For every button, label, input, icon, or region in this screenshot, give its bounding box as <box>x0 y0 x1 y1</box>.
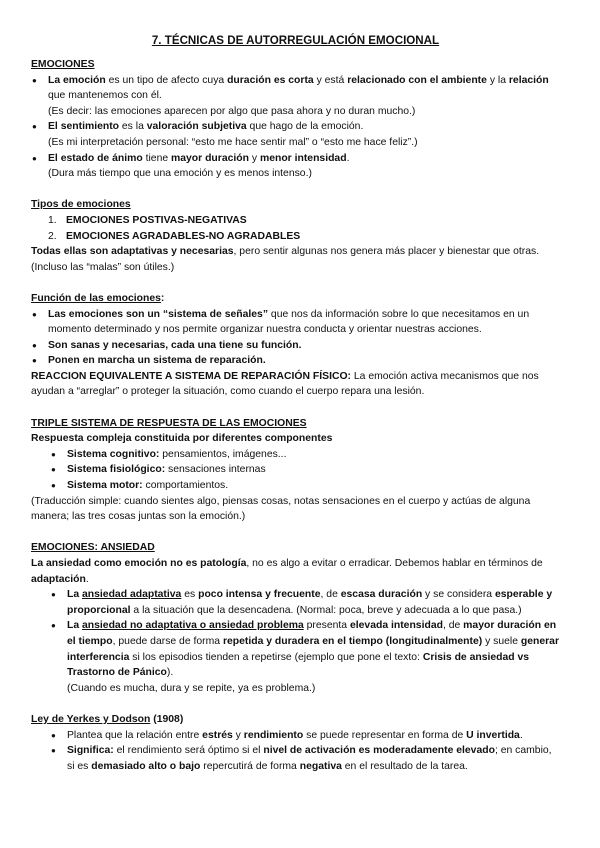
list-item: ● Significa: el rendimiento será óptimo si el nivel de activación es moderadamente elevado; en cambio, si es demasiado alto o bajo repercutirá de forma negativa en el resultado de la tarea. <box>31 743 560 774</box>
list-item: ● El sentimiento es la valoración subjetiva que hago de la emoción. (Es mi interpretación personal: “esto me hace sentir mal” o “esto me hace feliz”.) <box>31 119 560 150</box>
ansiedad-list <box>31 587 560 696</box>
subheading: Respuesta compleja constituida por diferentes componentes <box>31 433 333 445</box>
list-item-note: (Es mi interpretación personal: “esto me hace sentir mal” o “esto me hace feliz”.) <box>48 136 418 148</box>
funcion-list <box>31 307 560 369</box>
paragraph: La ansiedad como emoción no es patología, no es algo a evitar o erradicar. Debemos hablar en términos de adaptación. <box>31 558 543 585</box>
list-item-note: (Es decir: las emociones aparecen por algo que pasa ahora y no duran mucho.) <box>48 105 416 117</box>
section-heading-ansiedad: EMOCIONES: ANSIEDAD <box>31 542 155 554</box>
section-heading-tipos: Tipos de emociones <box>31 199 131 211</box>
section-heading-yerkes: Ley de Yerkes y Dodson (1908) <box>31 713 184 725</box>
list-item: ● Sistema fisiológico: sensaciones internas <box>31 462 560 478</box>
list-item-note: (Dura más tiempo que una emoción y es menos intenso.) <box>48 168 312 180</box>
list-item: ● La ansiedad adaptativa es poco intensa y frecuente, de escasa duración y se considera esperable y proporcional a la situación que la desencadena. (Normal: poca, breve y adecuada a lo que pasa.) <box>31 587 560 618</box>
list-item: ● Plantea que la relación entre estrés y rendimiento se puede representar en forma de U invertida. <box>31 728 560 744</box>
paragraph-note: (Traducción simple: cuando sientes algo, piensas cosas, notas sensaciones en el cuerpo y actúas de alguna manera; las tres cosas juntas son la emoción.) <box>31 495 531 523</box>
list-item: ● Son sanas y necesarias, cada una tiene su función. <box>31 338 560 354</box>
section-heading-triple: TRIPLE SISTEMA DE RESPUESTA DE LAS EMOCIONES <box>31 417 307 429</box>
list-item: ● Sistema cognitivo: pensamientos, imágenes... <box>31 447 560 463</box>
list-item: 1. EMOCIONES POSTIVAS-NEGATIVAS <box>48 214 247 226</box>
triple-list <box>31 447 560 494</box>
page-title: 7. TÉCNICAS DE AUTORREGULACIÓN EMOCIONAL <box>151 34 440 47</box>
paragraph: REACCION EQUIVALENTE A SISTEMA DE REPARACIÓN FÍSICO: La emoción activa mecanismos que nos ayudan a “arreglar” o proteger la situación, como cuando el cuerpo repara una lesión. <box>31 370 539 398</box>
list-item: ● Las emociones son un “sistema de señales” que nos da información sobre lo que necesitamos en un momento determinado y nos permite organizar nuestra conducta y orientar nuestras acciones. <box>31 307 560 338</box>
yerkes-list <box>31 728 560 775</box>
list-item: ● La ansiedad no adaptativa o ansiedad problema presenta elevada intensidad, de mayor duración en el tiempo, puede darse de forma repetida y duradera en el tiempo (longitudinalmente) y suele generar interferencia si los episodios tienden a repetirse (ejemplo que pone el texto: Crisis de ansiedad vs Trastorno de Pánico). (Cuando es mucha, dura y se repite, ya es problema.) <box>31 618 560 696</box>
section-heading-funcion: Función de las emociones: <box>31 292 165 304</box>
paragraph-note: (Incluso las “malas” son útiles.) <box>31 261 175 273</box>
list-item: ● El estado de ánimo tiene mayor duración y menor intensidad. (Dura más tiempo que una emoción y es menos intenso.) <box>31 151 560 182</box>
tipos-list <box>31 213 560 244</box>
list-item: ● La emoción es un tipo de afecto cuya duración es corta y está relacionado con el ambiente y la relación que mantenemos con él. (Es decir: las emociones aparecen por algo que pasa ahora y no duran mucho.) <box>31 73 560 120</box>
paragraph: Todas ellas son adaptativas y necesarias, pero sentir algunas nos genera más placer y bienestar que otras. <box>31 246 540 258</box>
section-heading-emociones: EMOCIONES <box>31 59 95 70</box>
list-item-note: (Cuando es mucha, dura y se repite, ya es problema.) <box>67 682 316 694</box>
emociones-list <box>31 73 560 182</box>
list-item: 2. EMOCIONES AGRADABLES-NO AGRADABLES <box>48 230 301 242</box>
list-item: ● Ponen en marcha un sistema de reparación. <box>31 353 560 369</box>
list-item: ● Sistema motor: comportamientos. <box>31 478 560 494</box>
